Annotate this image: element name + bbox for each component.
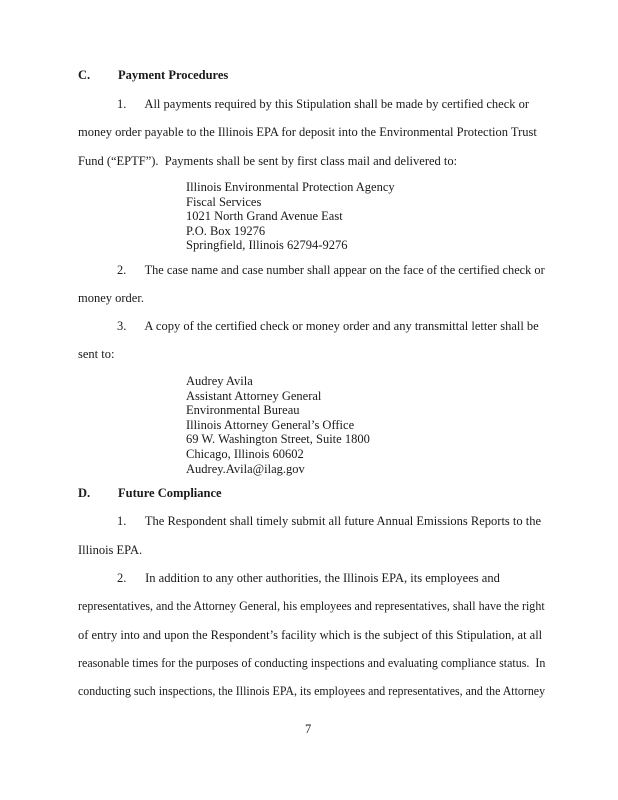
- c2-line-1: 2. The case name and case number shall appear on the face of the certified check or: [117, 263, 545, 277]
- section-c-title: Payment Procedures: [118, 68, 229, 82]
- section-d-title: Future Compliance: [118, 486, 222, 500]
- c3-line-2: sent to:: [78, 347, 115, 361]
- section-d-letter: D.: [78, 486, 91, 500]
- address-line: 1021 North Grand Avenue East: [186, 209, 343, 224]
- address-line: P.O. Box 19276: [186, 223, 266, 238]
- address-line: Illinois Attorney General’s Office: [186, 417, 355, 432]
- address-line: Assistant Attorney General: [186, 388, 322, 403]
- attorney-address-block: [186, 374, 370, 476]
- c1-line-1: 1. All payments required by this Stipulation shall be made by certified check or: [117, 97, 530, 111]
- address-line: Chicago, Illinois 60602: [186, 446, 304, 461]
- c1-line-3: Fund (“EPTF”). Payments shall be sent by first class mail and delivered to:: [78, 154, 458, 168]
- section-c-heading: [78, 68, 228, 83]
- c3-line-1: 3. A copy of the certified check or money order and any transmittal letter shall be: [117, 319, 539, 333]
- d2-line-4: reasonable times for the purposes of conducting inspections and evaluating compliance status. In: [78, 656, 546, 670]
- d2-line-5: conducting such inspections, the Illinois EPA, its employees and representatives, and the Attorney: [78, 684, 546, 698]
- section-c-letter: C.: [78, 68, 91, 82]
- page-number: 7: [305, 722, 312, 736]
- d1-line-1: 1. The Respondent shall timely submit all future Annual Emissions Reports to the: [117, 514, 542, 528]
- c1-line-2: money order payable to the Illinois EPA for deposit into the Environmental Protection Trust: [78, 125, 537, 139]
- d2-line-1: 2. In addition to any other authorities, the Illinois EPA, its employees and: [117, 571, 500, 585]
- address-line: Springfield, Illinois 62794-9276: [186, 238, 348, 253]
- d2-line-2: representatives, and the Attorney General, his employees and representatives, shall have the right: [78, 599, 545, 613]
- section-d-heading: [78, 486, 222, 501]
- payment-address-block: [186, 180, 395, 253]
- address-line: 69 W. Washington Street, Suite 1800: [186, 432, 370, 447]
- address-line: Fiscal Services: [186, 194, 262, 209]
- address-line: Illinois Environmental Protection Agency: [186, 180, 395, 194]
- address-line: Audrey.Avila@ilag.gov: [186, 461, 305, 476]
- address-line: Environmental Bureau: [186, 403, 300, 418]
- address-line: Audrey Avila: [186, 374, 253, 388]
- d2-line-3: of entry into and upon the Respondent’s facility which is the subject of this Stipulation, at all: [78, 628, 543, 642]
- d1-line-2: Illinois EPA.: [78, 543, 143, 557]
- c2-line-2: money order.: [78, 291, 144, 305]
